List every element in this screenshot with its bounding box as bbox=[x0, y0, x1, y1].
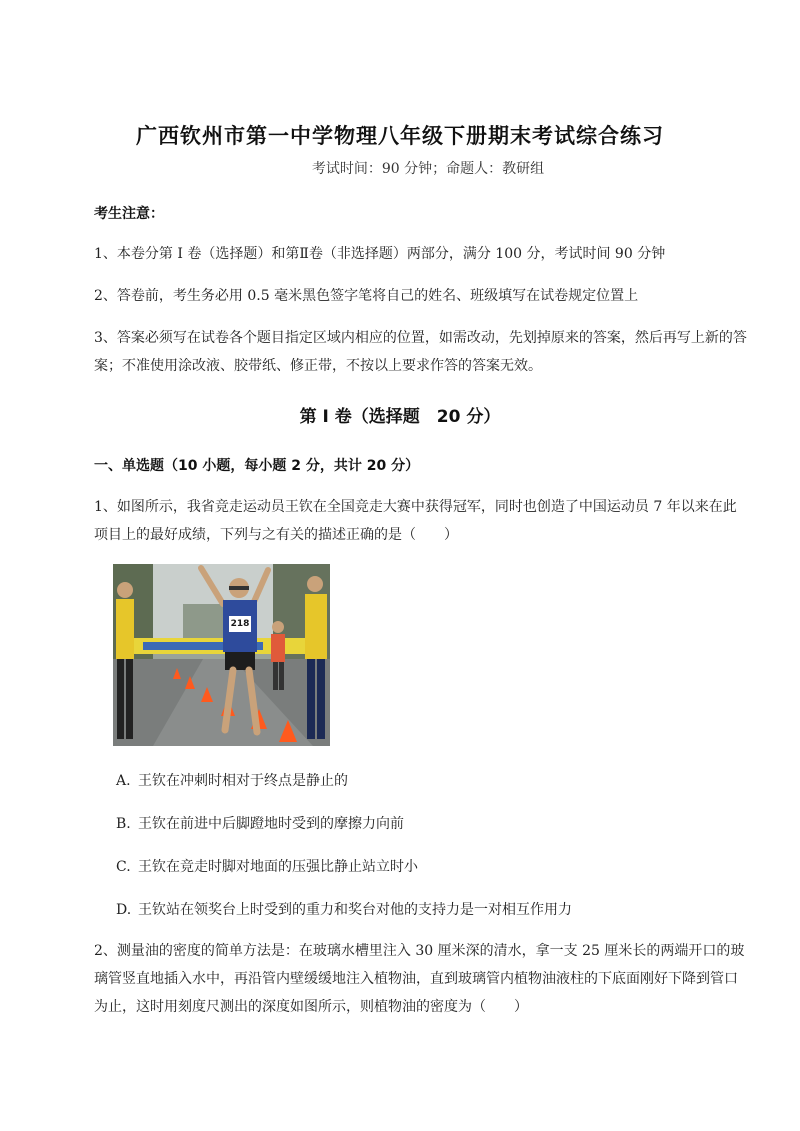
option-b[interactable] bbox=[116, 813, 756, 833]
question-group-heading: 一、单选题（10 小题，每小题 2 分，共计 20 分） bbox=[94, 458, 420, 474]
option-d-text: 王钦站在领奖台上时受到的重力和奖台对他的支持力是一对相互作用力 bbox=[138, 902, 572, 918]
option-b-label: B. bbox=[116, 816, 131, 832]
race-walk-photo bbox=[113, 564, 330, 746]
option-c-text: 王钦在竞走时脚对地面的压强比静止站立时小 bbox=[138, 859, 418, 875]
section-title: 第 I 卷（选择题 20 分） bbox=[299, 407, 501, 427]
question-2-text: 2、测量油的密度的简单方法是：在玻璃水槽里注入 30 厘米深的清水，拿一支 25 厘米长的两端开口的玻璃管竖直地插入水中，再沿管内壁缓缓地注入植物油，直到玻璃管内植物油液柱的下底面刚好下降到管口为止，这时用刻度尺测出的深度如图所示，则植物油的密度为（ ） bbox=[94, 943, 745, 1015]
option-b-text: 王钦在前进中后脚蹬地时受到的摩擦力向前 bbox=[138, 816, 404, 832]
option-a-label: A. bbox=[116, 773, 131, 789]
option-d-label: D. bbox=[116, 902, 132, 918]
option-c[interactable] bbox=[116, 856, 756, 876]
notice-item-1: 1、本卷分第 I 卷（选择题）和第Ⅱ卷（非选择题）两部分，满分 100 分，考试时间 90 分钟 bbox=[94, 246, 666, 262]
notice-item-3: 3、答案必须写在试卷各个题目指定区域内相应的位置，如需改动，先划掉原来的答案，然后再写上新的答案；不准使用涂改液、胶带纸、修正带，不按以上要求作答的答案无效。 bbox=[94, 330, 747, 374]
notice-item-2: 2、答卷前，考生务必用 0.5 毫米黑色签字笔将自己的姓名、班级填写在试卷规定位置上 bbox=[94, 288, 639, 304]
exam-info: 考试时间：90 分钟；命题人：教研组 bbox=[311, 161, 545, 177]
page-title: 广西钦州市第一中学物理八年级下册期末考试综合练习 bbox=[136, 124, 664, 148]
option-d[interactable] bbox=[116, 899, 756, 919]
notice-heading: 考生注意： bbox=[94, 206, 164, 222]
option-a-text: 王钦在冲刺时相对于终点是静止的 bbox=[138, 773, 348, 789]
option-a[interactable] bbox=[116, 770, 756, 790]
question-1-text: 1、如图所示，我省竞走运动员王钦在全国竞走大赛中获得冠军，同时也创造了中国运动员 7 年以来在此项目上的最好成绩，下列与之有关的描述正确的是（ ） bbox=[94, 499, 737, 543]
bib-number: 218 bbox=[230, 619, 250, 629]
option-c-label: C. bbox=[116, 859, 131, 875]
